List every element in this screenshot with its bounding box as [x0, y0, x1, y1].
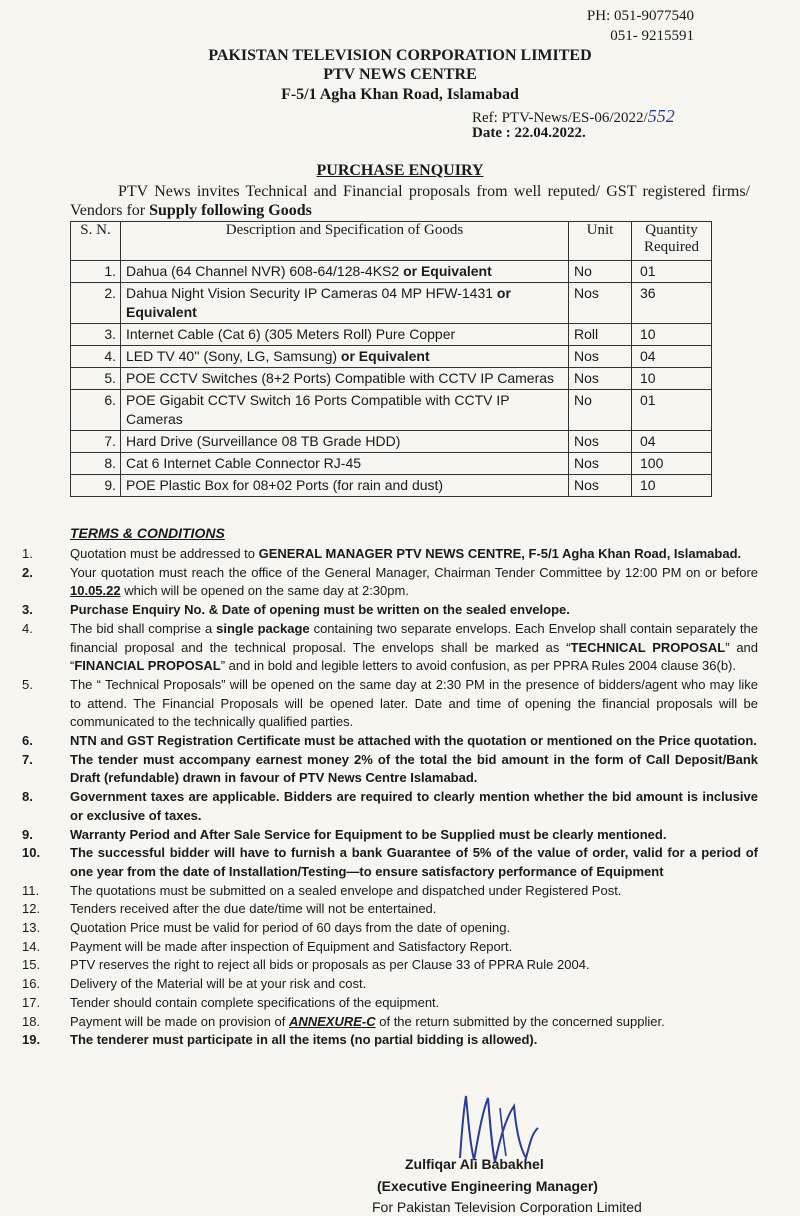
term-text-segment: The bid shall comprise a [70, 620, 217, 636]
cell-unit: Nos [569, 346, 632, 368]
cell-sn: 7. [71, 431, 121, 453]
term-number: 15. [22, 957, 41, 973]
term-number: 19. [22, 1032, 41, 1048]
term-text [70, 676, 758, 732]
term-text [70, 826, 758, 845]
term-text-segment: The tenderer must participate in all the items (no partial bidding is allowed). [70, 1032, 538, 1048]
term-item [0, 676, 800, 732]
org-address: F-5/1 Agha Khan Road, Islamabad [281, 86, 519, 103]
term-number: 6. [22, 733, 33, 749]
item-equivalent-note: or Equivalent [403, 263, 492, 279]
cell-description [121, 431, 569, 453]
term-text [70, 956, 758, 975]
reference-prefix: Ref: PTV-News/ES-06/2022/ [472, 110, 648, 126]
term-text-segment: ANNEXURE-C [288, 1013, 376, 1029]
term-text [70, 732, 758, 751]
table-row [71, 261, 712, 283]
intro-text: PTV News invites Technical and Financial proposals from well reputed/ GST registered firms/ Vendors for [70, 183, 750, 219]
table-header-row [71, 222, 712, 261]
cell-description [121, 453, 569, 475]
term-text [70, 938, 758, 957]
term-number: 3. [22, 602, 33, 618]
term-text [70, 545, 758, 564]
table-row [71, 453, 712, 475]
cell-quantity: 10 [632, 368, 712, 390]
term-text-segment: The tender must accompany earnest money 2% of the total the bid amount in the form of Call Deposit/Bank Draft (refundable) drawn in favour of PTV News Centre Islamabad. [70, 751, 758, 786]
item-description: Hard Drive (Surveillance 08 TB Grade HDD) [126, 433, 401, 449]
cell-quantity: 10 [632, 475, 712, 497]
term-item [0, 919, 800, 938]
cell-description [121, 368, 569, 390]
signatory-name: Zulfiqar Ali Babakhel [405, 1156, 544, 1172]
term-number: 17. [22, 994, 41, 1010]
cell-quantity: 100 [632, 453, 712, 475]
term-item [0, 1031, 800, 1050]
item-description: POE Plastic Box for 08+02 Ports (for rain and dust) [126, 477, 444, 493]
cell-unit: Nos [569, 431, 632, 453]
table-row [71, 283, 712, 324]
term-text-segment: GENERAL MANAGER PTV NEWS CENTRE, F-5/1 Agha Khan Road, Islamabad. [258, 546, 742, 561]
term-text-segment: single package [216, 620, 310, 636]
term-item [0, 826, 800, 845]
phone-number-1: PH: 051-9077540 [586, 8, 694, 24]
cell-unit: Nos [569, 453, 632, 475]
intro-paragraph [70, 182, 750, 220]
term-text [70, 751, 758, 788]
cell-unit: No [569, 390, 632, 431]
term-text-segment: Tender should contain complete specifications of the equipment. [70, 994, 440, 1010]
header-unit: Unit [569, 222, 632, 261]
term-item [0, 938, 800, 957]
cell-unit: No [569, 261, 632, 283]
term-number: 7. [22, 751, 33, 767]
cell-sn: 8. [71, 453, 121, 475]
term-item [0, 900, 800, 919]
terms-list [0, 545, 800, 1050]
term-item [0, 751, 800, 788]
phone-number-2: 051- 9215591 [610, 28, 694, 44]
term-text-segment: The “ Technical Proposals” will be opened on the same day at 2:30 PM in the presence of bidders/agent who may like to attend. The Financial Proposals will be opened later. Date and time of opening the financial proposals will be communicated to the technically qualified parties. [70, 676, 758, 730]
term-text-segment: PTV reserves the right to reject all bids or proposals as per Clause 33 of PPRA Rule 2004. [70, 957, 590, 973]
org-unit: PTV NEWS CENTRE [323, 66, 477, 83]
term-number: 5. [22, 676, 33, 692]
cell-sn: 6. [71, 390, 121, 431]
term-text-segment: Government taxes are applicable. Bidders are required to clearly mention whether the bid amount is inclusive or exclusive of taxes. [70, 789, 758, 823]
term-text-segment: TECHNICAL PROPOSAL [570, 639, 726, 655]
term-item [0, 994, 800, 1013]
cell-sn: 5. [71, 368, 121, 390]
term-number: 8. [22, 789, 33, 805]
cell-quantity: 36 [632, 283, 712, 324]
term-text-segment: Payment will be made on provision of [70, 1013, 289, 1029]
cell-description [121, 283, 569, 324]
term-text-segment: of the return submitted by the concerned supplier. [375, 1013, 665, 1029]
term-text [70, 564, 758, 601]
term-number: 2. [22, 564, 33, 580]
term-text-segment: The successful bidder will have to furnish a bank Guarantee of 5% of the value of order, valid for a period of one year from the date of Installation/Testing—to ensure satisfactory performance of Equipment [70, 845, 758, 879]
term-number: 1. [22, 546, 33, 561]
term-text-segment: ” and “ [70, 639, 759, 674]
term-text [70, 994, 758, 1013]
cell-description [121, 324, 569, 346]
table-body [71, 261, 712, 497]
term-number: 4. [22, 620, 33, 636]
terms-heading: TERMS & CONDITIONS [70, 525, 225, 541]
term-item [0, 788, 800, 825]
cell-description [121, 475, 569, 497]
cell-description [121, 390, 569, 431]
term-text [70, 788, 758, 825]
org-name: PAKISTAN TELEVISION CORPORATION LIMITED [208, 47, 592, 64]
signatory-title: (Executive Engineering Manager) [377, 1178, 598, 1194]
term-number: 13. [22, 920, 41, 936]
term-text-segment: Delivery of the Material will be at your risk and cost. [70, 976, 367, 992]
cell-sn: 9. [71, 475, 121, 497]
header-quantity: Quantity Required [632, 222, 712, 261]
cell-quantity: 04 [632, 346, 712, 368]
term-text [70, 620, 758, 676]
goods-table [70, 221, 712, 497]
term-text-segment: FINANCIAL PROPOSAL [74, 658, 221, 674]
cell-quantity: 01 [632, 261, 712, 283]
term-text-segment: The quotations must be submitted on a sealed envelope and dispatched under Registered Post. [70, 882, 622, 898]
reference-handwritten: 552 [647, 106, 675, 126]
cell-quantity: 10 [632, 324, 712, 346]
term-text-segment: Tenders received after the due date/time will not be entertained. [70, 901, 437, 917]
term-item [0, 844, 800, 881]
term-item [0, 882, 800, 901]
cell-sn: 2. [71, 283, 121, 324]
term-item [0, 975, 800, 994]
item-description: Dahua Night Vision Security IP Cameras 04 MP HFW-1431 [126, 285, 497, 301]
term-number: 10. [22, 845, 41, 861]
term-text [70, 1013, 758, 1032]
term-text-segment: 10.05.22 [70, 583, 121, 599]
term-text-segment: Payment will be made after inspection of Equipment and Satisfactory Report. [70, 938, 513, 954]
cell-unit: Nos [569, 475, 632, 497]
cell-unit: Nos [569, 283, 632, 324]
table-row [71, 475, 712, 497]
term-text-segment: Purchase Enquiry No. & Date of opening must be written on the sealed envelope. [70, 602, 570, 618]
item-description: Dahua (64 Channel NVR) 608-64/128-4KS2 [126, 263, 404, 279]
term-number: 11. [22, 882, 40, 898]
item-description: POE CCTV Switches (8+2 Ports) Compatible with CCTV IP Cameras [126, 370, 555, 386]
cell-unit: Nos [569, 368, 632, 390]
term-item [0, 601, 800, 620]
term-text [70, 975, 758, 994]
item-equivalent-note: or Equivalent [340, 348, 430, 364]
term-text-segment: Your quotation must reach the office of the General Manager, Chairman Tender Committee by 12:00 PM on or before [70, 564, 758, 580]
term-item [0, 564, 800, 601]
cell-unit: Roll [569, 324, 632, 346]
cell-quantity: 01 [632, 390, 712, 431]
table-row [71, 390, 712, 431]
cell-sn: 3. [71, 324, 121, 346]
cell-description [121, 261, 569, 283]
header-description: Description and Specification of Goods [121, 222, 569, 261]
document-date: Date : 22.04.2022. [472, 125, 586, 141]
item-description: Cat 6 Internet Cable Connector RJ-45 [126, 455, 362, 471]
term-number: 14. [22, 938, 41, 954]
term-number: 12. [22, 901, 41, 917]
cell-sn: 4. [71, 346, 121, 368]
term-text-segment: containing two separate envelops. Each Envelop shall contain separately the financial proposal and the technical proposal. The envelops shall be marked as “ [70, 620, 758, 655]
term-number: 16. [22, 976, 41, 992]
item-description: POE Gigabit CCTV Switch 16 Ports Compatible with CCTV IP Cameras [126, 392, 510, 427]
table-row [71, 431, 712, 453]
table-row [71, 368, 712, 390]
term-text [70, 882, 758, 901]
term-text [70, 1031, 758, 1050]
item-description: LED TV 40'' (Sony, LG, Samsung) [126, 348, 341, 364]
term-text [70, 601, 758, 620]
term-text [70, 844, 758, 881]
reference-number [472, 106, 675, 127]
term-item [0, 1013, 800, 1032]
item-equivalent-note: or Equivalent [126, 285, 511, 320]
table-row [71, 324, 712, 346]
term-text-segment: Quotation Price must be valid for period of 60 days from the date of opening. [70, 920, 511, 936]
cell-quantity: 04 [632, 431, 712, 453]
term-text [70, 900, 758, 919]
header-sn: S. N. [71, 222, 121, 261]
signatory-org: For Pakistan Television Corporation Limited [372, 1199, 642, 1215]
cell-sn: 1. [71, 261, 121, 283]
term-number: 9. [22, 826, 33, 842]
term-text-segment: NTN and GST Registration Certificate must be attached with the quotation or mentioned on the Price quotation. [70, 733, 757, 749]
item-description: Internet Cable (Cat 6) (305 Meters Roll) Pure Copper [126, 326, 456, 342]
term-text-segment: ” and in bold and legible letters to avoid confusion, as per PPRA Rules 2004 clause 36(b). [220, 658, 736, 674]
term-item [0, 620, 800, 676]
document-title: PURCHASE ENQUIRY [316, 162, 484, 179]
term-text-segment: Warranty Period and After Sale Service for Equipment to be Supplied must be clearly mentioned. [70, 826, 667, 842]
term-text-segment: which will be opened on the same day at 2:30pm. [120, 583, 409, 599]
term-item [0, 732, 800, 751]
cell-description [121, 346, 569, 368]
term-number: 18. [22, 1013, 41, 1029]
term-item [0, 956, 800, 975]
term-text [70, 919, 758, 938]
term-text-segment: Quotation must be addressed to [70, 546, 259, 561]
intro-bold: Supply following Goods [149, 202, 312, 219]
term-item [0, 545, 800, 564]
table-row [71, 346, 712, 368]
